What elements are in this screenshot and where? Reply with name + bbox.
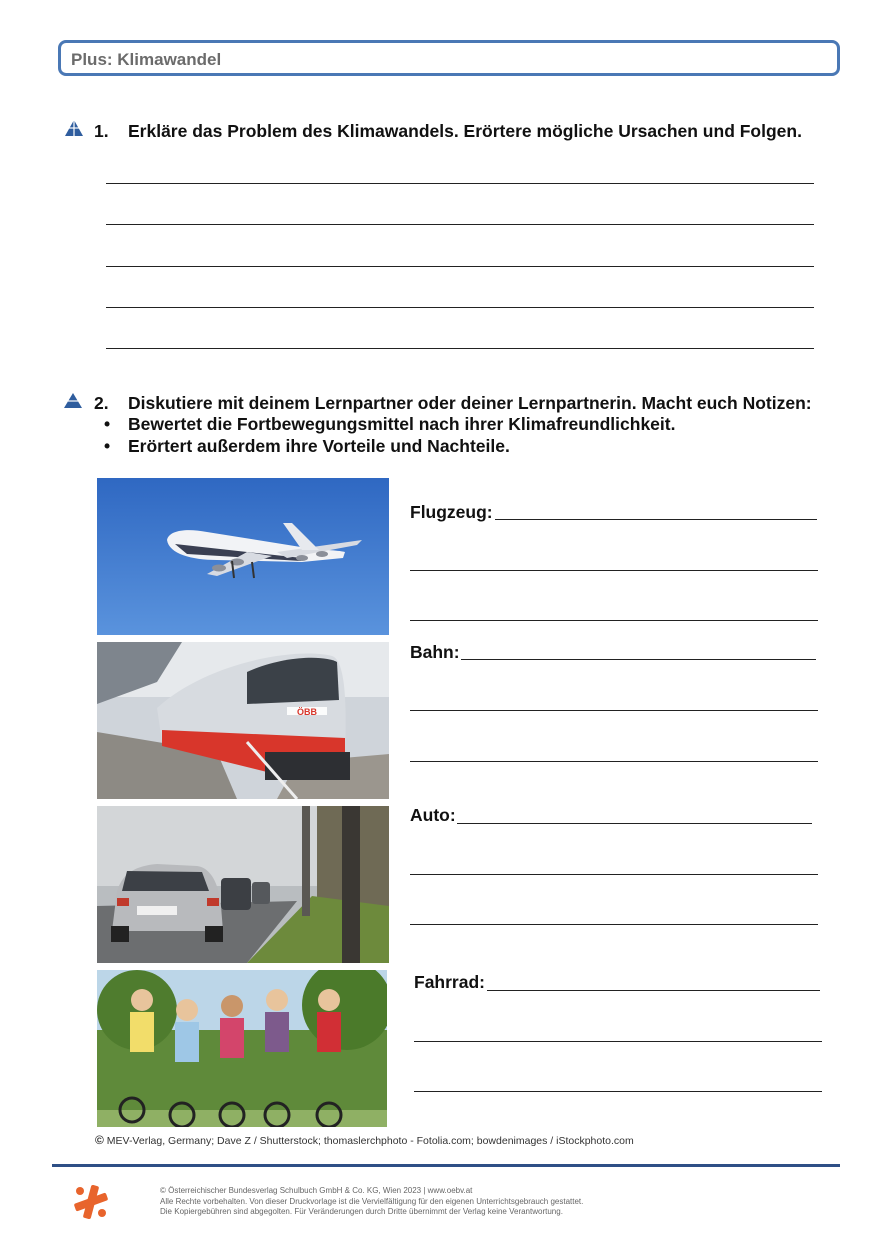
flugzeug-label: Flugzeug: xyxy=(410,502,493,522)
auto-label: Auto: xyxy=(410,805,456,825)
task-2-bullet xyxy=(100,414,675,435)
answer-line[interactable] xyxy=(414,1091,822,1092)
task-2-text: Diskutiere mit deinem Lernpartner oder deiner Lernpartnerin. Macht euch Notizen: xyxy=(128,393,812,413)
footer-line: Alle Rechte vorbehalten. Von dieser Druckvorlage ist die Vervielfältigung für den eigenen Unterrichtsgebrauch gestattet. xyxy=(160,1196,584,1206)
footer-legal xyxy=(160,1186,583,1218)
difficulty-triangle-icon xyxy=(64,119,84,137)
answer-line[interactable] xyxy=(106,348,814,349)
bullet-icon: • xyxy=(104,436,111,456)
answer-line[interactable] xyxy=(106,224,814,225)
footer-line: Die Kopiergebühren sind abgegolten. Für Veränderungen durch Dritte übernimmt der Verlag keine Verantwortung. xyxy=(160,1207,563,1216)
task-2-bullet-text: Bewertet die Fortbewegungsmittel nach ihrer Klimafreundlichkeit. xyxy=(128,414,676,434)
bicycles-photo xyxy=(97,970,387,1127)
copyright-icon: © xyxy=(95,1133,104,1147)
footer-divider xyxy=(52,1164,840,1167)
answer-line[interactable] xyxy=(106,266,814,267)
task-1-text: Erkläre das Problem des Klimawandels. Erörtere mögliche Ursachen und Folgen. xyxy=(128,121,802,141)
car-photo xyxy=(97,806,389,963)
task-2-question xyxy=(94,393,812,414)
answer-line[interactable] xyxy=(457,823,812,824)
task-1-number: 1. xyxy=(94,121,109,141)
task-2-number: 2. xyxy=(94,393,109,413)
answer-line[interactable] xyxy=(106,307,814,308)
image-credit-text: MEV-Verlag, Germany; Dave Z / Shutterstock; thomaslerchphoto - Fotolia.com; bowdenimages / iStockphoto.com xyxy=(106,1135,634,1147)
publisher-logo-icon xyxy=(72,1183,110,1221)
task-1-question xyxy=(94,121,802,142)
page-title: Plus: Klimawandel xyxy=(71,50,222,69)
answer-line[interactable] xyxy=(410,620,818,621)
answer-line[interactable] xyxy=(410,924,818,925)
bahn-label: Bahn: xyxy=(410,642,460,662)
answer-line[interactable] xyxy=(410,874,818,875)
answer-line[interactable] xyxy=(410,710,818,711)
task-2-bullet-text: Erörtert außerdem ihre Vorteile und Nachteile. xyxy=(128,436,510,456)
bullet-icon: • xyxy=(104,414,111,434)
answer-line[interactable] xyxy=(487,990,820,991)
difficulty-triangle-icon xyxy=(63,392,83,409)
answer-line[interactable] xyxy=(495,519,817,520)
footer-line: © Österreichischer Bundesverlag Schulbuch GmbH & Co. KG, Wien 2023 | www.oebv.at xyxy=(160,1186,473,1195)
page-title-box xyxy=(58,40,840,76)
fahrrad-label: Fahrrad: xyxy=(414,972,485,992)
answer-line[interactable] xyxy=(106,183,814,184)
answer-line[interactable] xyxy=(410,761,818,762)
image-credit xyxy=(95,1133,634,1147)
answer-line[interactable] xyxy=(410,570,818,571)
train-photo xyxy=(97,642,389,799)
answer-line[interactable] xyxy=(461,659,816,660)
airplane-photo xyxy=(97,478,389,635)
answer-line[interactable] xyxy=(414,1041,822,1042)
svg-text:ÖBB: ÖBB xyxy=(297,707,317,717)
task-2-bullet xyxy=(100,436,510,457)
